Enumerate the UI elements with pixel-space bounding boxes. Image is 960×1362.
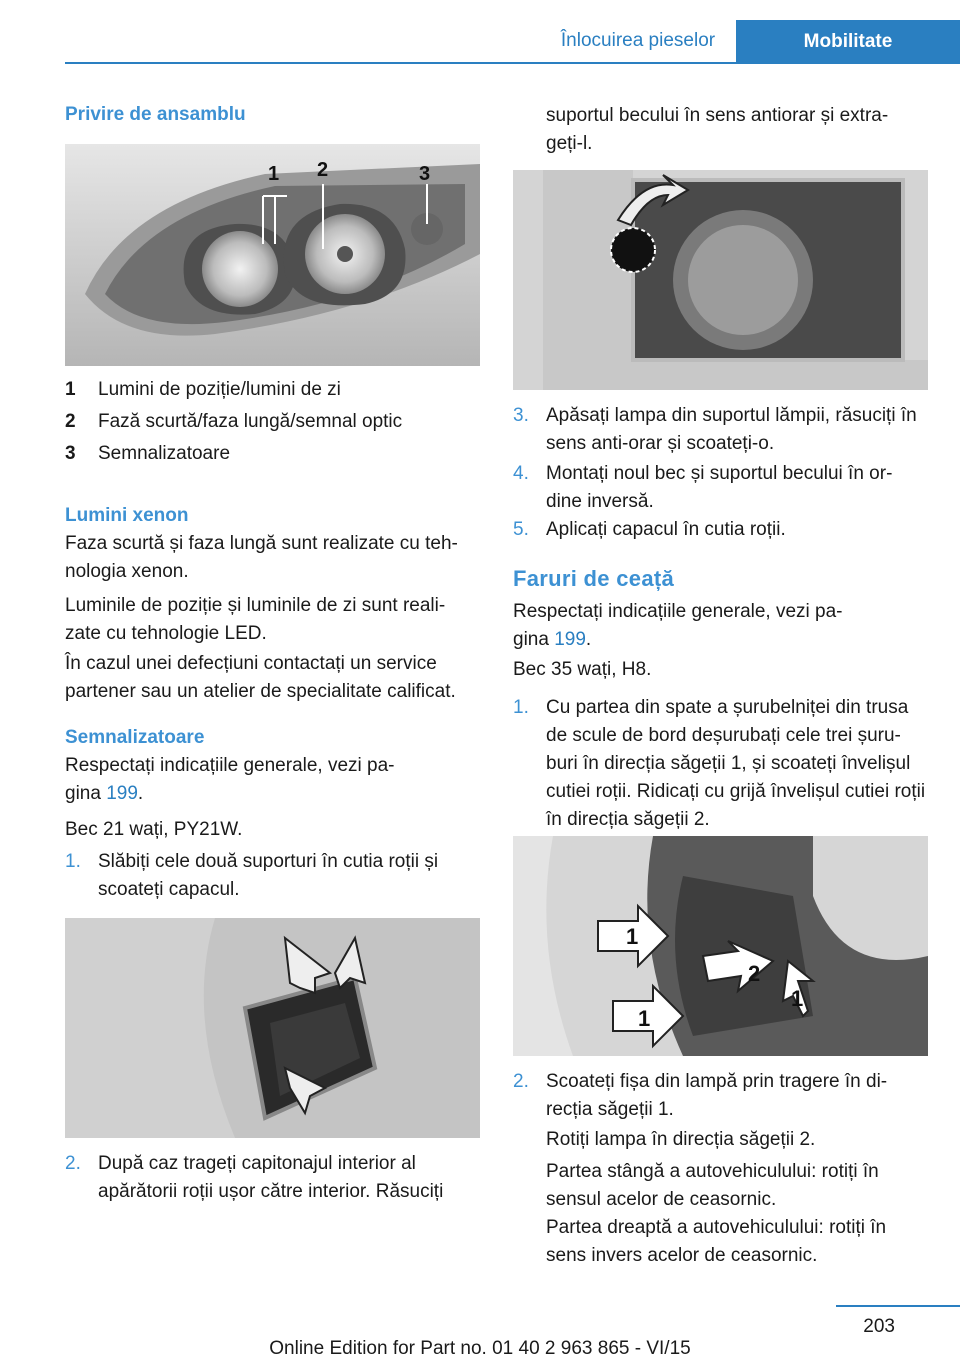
step-2-sub-2: Partea stângă a autovehiculului: rotiți în sensul acelor de ceasornic. xyxy=(546,1161,879,1210)
step-num: 1. xyxy=(513,697,529,718)
step-item xyxy=(513,402,928,458)
bulb-holder-figure xyxy=(513,170,928,390)
fog-paragraph-1 xyxy=(513,598,858,654)
step-num: 2. xyxy=(65,1153,81,1174)
figure4-label-1c: 1 xyxy=(791,986,804,1011)
step-text: Montați noul bec și suportul becului în or‐ dine inversă. xyxy=(546,463,893,512)
figure4-label-1b: 1 xyxy=(638,1006,651,1031)
figure1-label-2: 2 xyxy=(317,159,329,181)
turn-p1-text: Respectați indicațiile generale, vezi pa‐ gina xyxy=(65,755,395,804)
headlight-overview-figure xyxy=(65,144,480,366)
step-2-sub-1: Rotiți lampa în direcția săgeții 2. xyxy=(546,1129,816,1150)
step-item xyxy=(65,848,480,904)
xenon-paragraph-2: Luminile de poziție și luminile de zi sunt reali‐ zate cu tehnologie LED. xyxy=(65,595,446,644)
figure1-label-3: 3 xyxy=(419,163,431,185)
footer-edition: Online Edition for Part no. 01 40 2 963 865 - VI/15 xyxy=(269,1338,691,1359)
turn-signals-paragraph-1 xyxy=(65,752,405,808)
step-item xyxy=(513,1068,928,1124)
header-chapter-label: Mobilitate xyxy=(803,31,893,52)
step-item xyxy=(513,460,928,516)
page-link-199[interactable]: 199 xyxy=(554,629,586,650)
legend-num: 3 xyxy=(65,443,76,464)
turn-signal-cover-figure xyxy=(65,918,480,1138)
legend-text: Lumini de poziție/lumini de zi xyxy=(98,379,341,400)
footer-rule xyxy=(836,1305,960,1307)
fog-p1-text: Respectați indicațiile generale, vezi pa‐ gina xyxy=(513,601,843,650)
step-num: 3. xyxy=(513,405,529,426)
figure4-label-2: 2 xyxy=(748,961,761,986)
xenon-paragraph-1: Faza scurtă și faza lungă sunt realizate cu teh‐ nologia xenon. xyxy=(65,533,458,582)
step-item xyxy=(65,1150,480,1206)
fog-p1-end: . xyxy=(585,629,592,650)
step-text: Scoateți fișa din lampă prin tragere în di‐ recția săgeții 1. xyxy=(546,1071,888,1120)
step-2-continuation: suportul becului în sens antiorar și extra‐ geți-l. xyxy=(546,105,889,154)
step-text: Aplicați capacul în cutia roții. xyxy=(546,519,786,540)
step-text: Apăsați lampa din suportul lămpii, răsuciți în sens anti-orar și scoateți-o. xyxy=(546,405,917,454)
header-section-title: Înlocuirea pieselor xyxy=(560,30,716,51)
overview-heading: Privire de ansamblu xyxy=(65,104,246,125)
step-num: 2. xyxy=(513,1071,529,1092)
fog-lights-heading: Faruri de ceață xyxy=(513,566,675,591)
xenon-paragraph-3: În cazul unei defecțiuni contactați un service partener sau un atelier de specialitate calificat. xyxy=(65,653,456,702)
step-text: Slăbiți cele două suporturi în cutia roții și scoateți capacul. xyxy=(98,851,439,900)
step-item xyxy=(513,516,928,544)
step-text: După caz trageți capitonajul interior al apărătorii roții ușor către interior. Răsuciți xyxy=(98,1153,444,1202)
figure4-label-1a: 1 xyxy=(626,924,639,949)
turn-signals-heading: Semnalizatoare xyxy=(65,727,205,748)
page-link-199[interactable]: 199 xyxy=(106,783,138,804)
header-chapter-tab[interactable] xyxy=(736,20,960,64)
legend-text: Fază scurtă/faza lungă/semnal optic xyxy=(98,411,403,432)
fog-light-cover-figure xyxy=(513,836,928,1056)
step-text: Cu partea din spate a șurubelniței din trusa de scule de bord deșurubați cele trei șuru‐ buri în direcția săgeții 1, și scoateți învelișul cutiei roții. Ridicați cu grijă învelișul cutiei roții în direcția săgeții 2. xyxy=(546,697,926,830)
page-number: 203 xyxy=(863,1316,895,1337)
legend-num: 1 xyxy=(65,379,76,400)
turn-signals-paragraph-2: Bec 21 wați, PY21W. xyxy=(65,819,243,840)
step-2-sub-3: Partea dreaptă a autovehiculului: rotiți în sens invers acelor de ceasornic. xyxy=(546,1217,887,1266)
step-num: 1. xyxy=(65,851,81,872)
legend-num: 2 xyxy=(65,411,76,432)
header-rule xyxy=(65,62,960,64)
step-num: 5. xyxy=(513,519,529,540)
step-num: 4. xyxy=(513,463,529,484)
step-item xyxy=(513,694,928,834)
xenon-heading: Lumini xenon xyxy=(65,505,189,526)
figure1-label-1: 1 xyxy=(268,163,280,185)
legend-text: Semnalizatoare xyxy=(98,443,231,464)
turn-p1-end: . xyxy=(137,783,144,804)
fog-paragraph-2: Bec 35 wați, H8. xyxy=(513,659,652,680)
